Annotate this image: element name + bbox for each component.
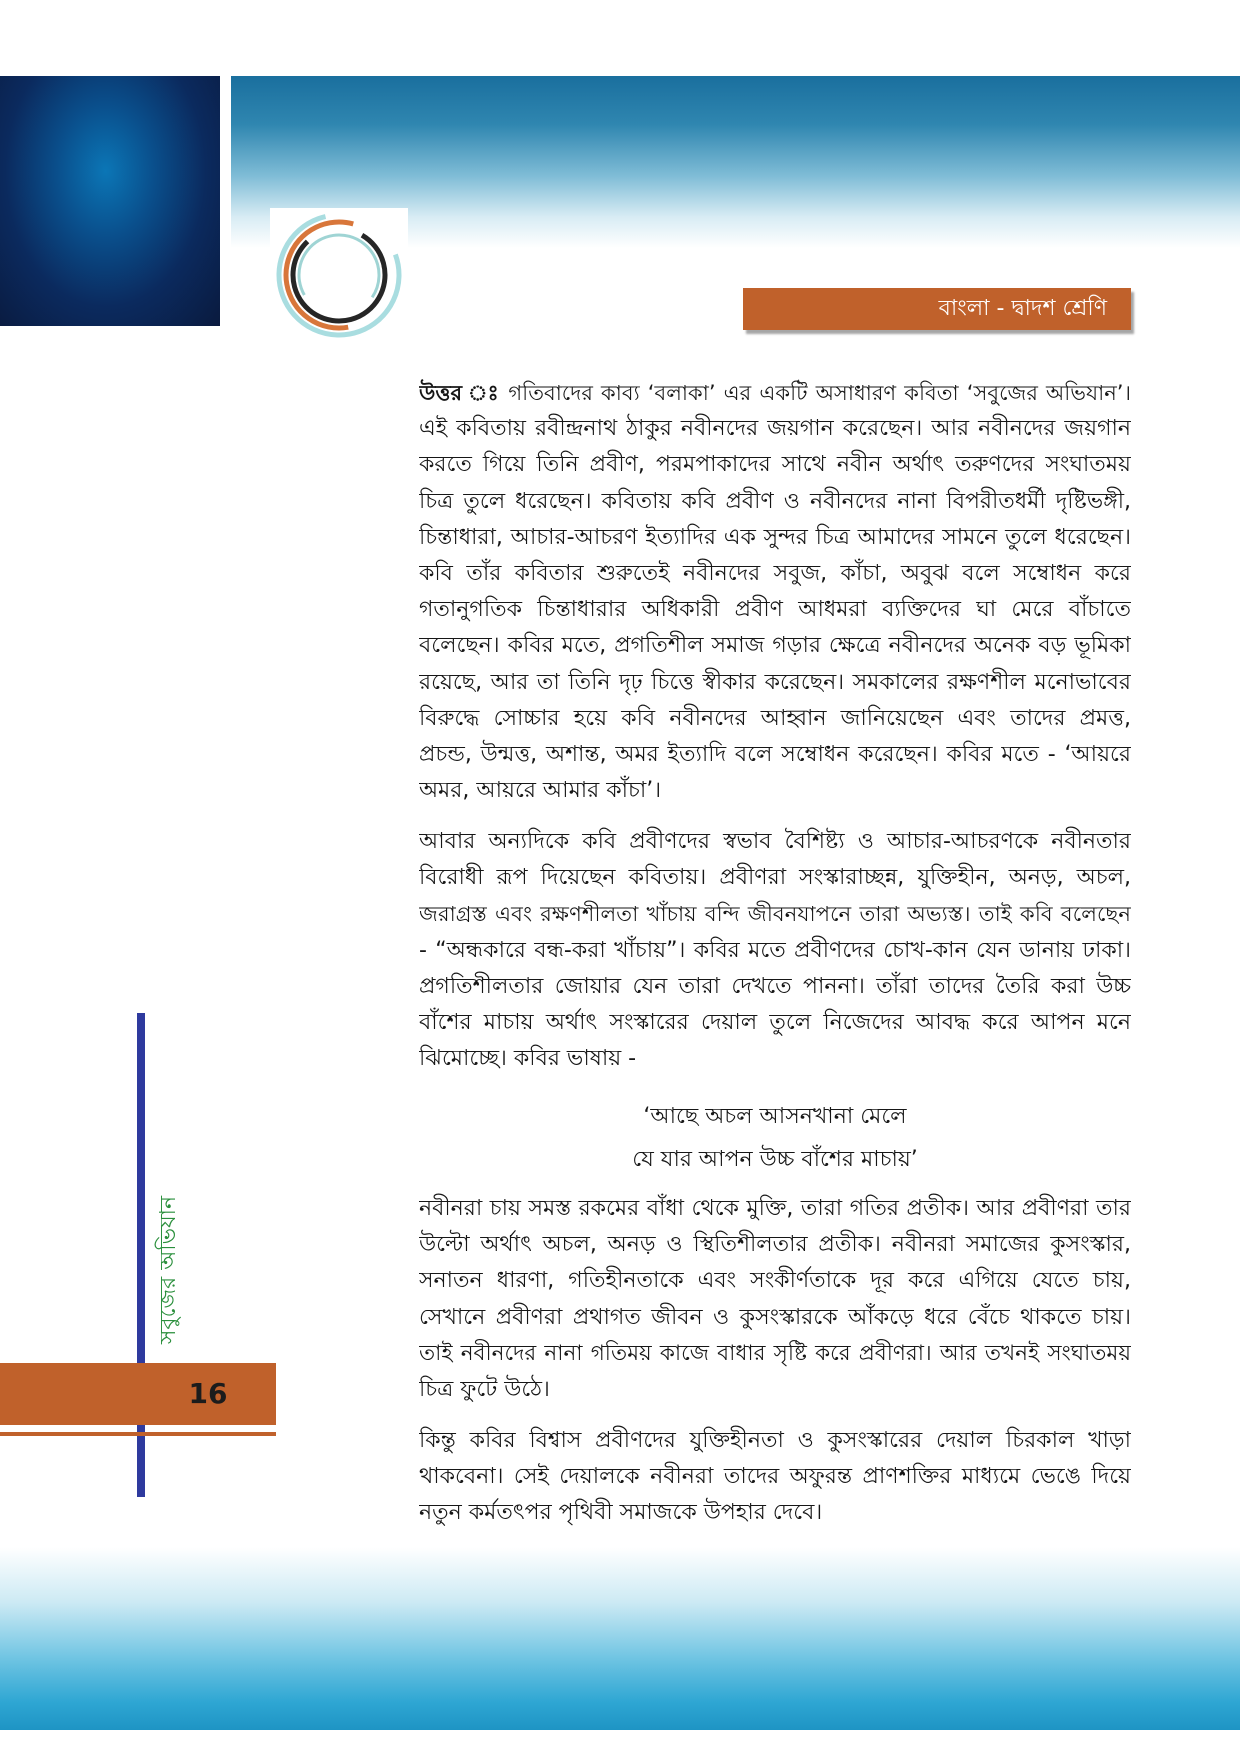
page-number-underline: [0, 1432, 276, 1436]
text-line: চিত্র তুলে ধরেছেন। কবিতায় কবি প্রবীণ ও নবীনদের নানা বিপরীতধর্মী দৃষ্টিভঙ্গী,: [419, 488, 1131, 514]
text-line: [419, 375, 1131, 411]
page-number-box: [0, 1363, 276, 1425]
text-line: চিত্র ফুটে উঠে।: [419, 1376, 550, 1402]
logo: [270, 208, 408, 341]
text-line: বিরোধী রূপ দিয়েছেন কবিতায়। প্রবীণরা সংস্কারাচ্ছন্ন, যুক্তিহীন, অনড়, অচল,: [419, 865, 1131, 891]
poem-quote: [419, 1095, 1131, 1181]
text-line: সনাতন ধারণা, গতিহীনতাকে এবং সংকীর্ণতাকে দূর করে এগিয়ে যেতে চায়,: [419, 1268, 1131, 1294]
quote-line: ‘আছে অচল আসনখানা মেলে: [643, 1104, 907, 1129]
text-line: জরাগ্রস্ত এবং রক্ষণশীলতা খাঁচায় বন্দি জীবনযাপনে তারা অভ্যস্ত। তাই কবি বলেছেন: [419, 901, 1131, 927]
text-line: তাই নবীনদের নানা গতিময় কাজে বাধার সৃষ্টি করে প্রবীণরা। আর তখনই সংঘাতময়: [419, 1340, 1131, 1366]
text-line: রয়েছে, আর তা তিনি দৃঢ় চিত্তে স্বীকার করেছেন। সমকালের রক্ষণশীল মনোভাবের: [419, 669, 1131, 695]
text-line: উল্টো অর্থাৎ অচল, অনড় ও স্থিতিশীলতার প্রতীক। নবীনরা সমাজের কুসংস্কার,: [419, 1232, 1131, 1258]
answer-lead: উত্তর ঃ: [419, 380, 501, 405]
text-line: নতুন কর্মতৎপর পৃথিবী সমাজকে উপহার দেবে।: [419, 1500, 823, 1526]
logo-rings-icon: [270, 208, 408, 341]
page-number: 16: [188, 1377, 228, 1410]
text-line: গতানুগতিক চিন্তাধারার অধিকারী প্রবীণ আধমরা ব্যক্তিদের ঘা মেরে বাঁচাতে: [419, 597, 1131, 623]
text-line: বিরুদ্ধে সোচ্চার হয়ে কবি নবীনদের আহ্বান জানিয়েছেন এবং তাদের প্রমত্ত,: [419, 705, 1131, 731]
text-line: করতে গিয়ে তিনি প্রবীণ, পরমপাকাদের সাথে নবীন অর্থাৎ তরুণদের সংঘাতময়: [419, 452, 1131, 478]
paragraph-3: [419, 1191, 1131, 1408]
corner-decoration-square: [0, 76, 220, 326]
text-line-content: গতিবাদের কাব্য ‘বলাকা’ এর একটি অসাধারণ কবিতা ‘সবুজের অভিযান’।: [508, 380, 1131, 405]
chapter-title-vertical: সবুজের অভিযান: [156, 1195, 181, 1345]
footer-band: [0, 1547, 1240, 1730]
text-line: - “অন্ধকারে বন্ধ-করা খাঁচায়”। কবির মতে প্রবীণদের চোখ-কান যেন ডানায় ঢাকা।: [419, 937, 1131, 963]
text-line: কিন্তু কবির বিশ্বাস প্রবীণদের যুক্তিহীনতা ও কুসংস্কারের দেয়াল চিরকাল খাড়া: [419, 1428, 1131, 1453]
text-line: আবার অন্যদিকে কবি প্রবীণদের স্বভাব বৈশিষ্ট্য ও আচার-আচরণকে নবীনতার: [419, 829, 1131, 854]
text-line: চিন্তাধারা, আচার-আচরণ ইত্যাদির এক সুন্দর চিত্র আমাদের সামনে তুলে ধরেছেন।: [419, 524, 1131, 550]
text-line: বাঁশের মাচায় অর্থাৎ সংস্কারের দেয়াল তুলে নিজেদের আবদ্ধ করে আপন মনে: [419, 1009, 1131, 1035]
paragraph-2: [419, 824, 1131, 1077]
text-line: কবি তাঁর কবিতার শুরুতেই নবীনদের সবুজ, কাঁচা, অবুঝ বলে সম্বোধন করে: [419, 560, 1131, 586]
text-line: এই কবিতায় রবীন্দ্রনাথ ঠাকুর নবীনদের জয়গান করেছেন। আর নবীনদের জয়গান: [419, 416, 1131, 442]
quote-line: যে যার আপন উচ্চ বাঁশের মাচায়’: [632, 1147, 918, 1172]
text-line: সেখানে প্রবীণরা প্রথাগত জীবন ও কুসংস্কারকে আঁকড়ে ধরে বেঁচে থাকতে চায়।: [419, 1304, 1131, 1330]
text-line: ঝিমোচ্ছে। কবির ভাষায় -: [419, 1046, 637, 1072]
text-line: অমর, আয়রে আমার কাঁচা’।: [419, 778, 662, 804]
answer-paragraph-1: [419, 375, 1131, 809]
text-line: বলেছেন। কবির মতে, প্রগতিশীল সমাজ গড়ার ক্ষেত্রে নবীনদের অনেক বড় ভূমিকা: [419, 633, 1131, 659]
class-label: বাংলা - দ্বাদশ শ্রেণি: [743, 288, 1131, 330]
text-line: নবীনরা চায় সমস্ত রকমের বাঁধা থেকে মুক্তি, তারা গতির প্রতীক। আর প্রবীণরা তার: [419, 1196, 1131, 1221]
paragraph-4: [419, 1423, 1131, 1532]
text-line: থাকবেনা। সেই দেয়ালকে নবীনরা তাদের অফুরন্ত প্রাণশক্তির মাধ্যমে ভেঙে দিয়ে: [419, 1464, 1131, 1490]
text-line: প্রগতিশীলতার জোয়ার যেন তারা দেখতে পাননা। তাঁরা তাদের তৈরি করা উচ্চ: [419, 973, 1131, 999]
text-line: প্রচন্ড, উন্মত্ত, অশান্ত, অমর ইত্যাদি বলে সম্বোধন করেছেন। কবির মতে - ‘আয়রে: [419, 741, 1131, 767]
